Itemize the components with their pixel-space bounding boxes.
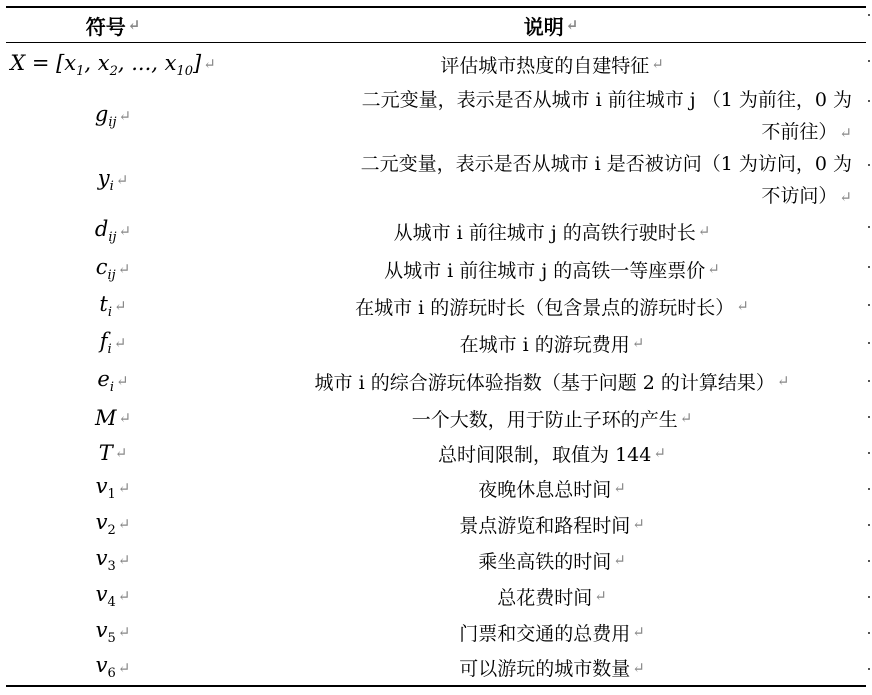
- symbol-cell: $f_i$ ↵: [99, 328, 127, 358]
- table-row: [6, 84, 866, 148]
- header-description: 说明 ↵: [523, 14, 579, 39]
- table-row: [6, 506, 866, 542]
- symbol-cell: $v_4$ ↵: [95, 581, 131, 611]
- table-header-rule: [6, 42, 866, 43]
- description-cell: 从城市 i 前往城市 j 的高铁一等座票价 ↵: [384, 259, 720, 282]
- table-row: [6, 542, 866, 578]
- margin-mark: [868, 60, 870, 62]
- description-cell: 在城市 i 的游玩费用 ↵: [459, 333, 645, 356]
- table-row: [6, 436, 866, 470]
- margin-mark: [868, 342, 870, 344]
- description-cell: 可以游玩的城市数量 ↵: [459, 658, 645, 680]
- table-row: [6, 148, 866, 212]
- margin-mark: [868, 164, 870, 166]
- table-row: [6, 324, 866, 362]
- symbol-cell: $v_1$ ↵: [95, 473, 131, 503]
- description-cell: 乘坐高铁的时间 ↵: [478, 550, 626, 573]
- description-cell: 城市 i 的综合游玩体验指数（基于问题 2 的计算结果） ↵: [314, 371, 790, 394]
- margin-mark: [868, 488, 870, 490]
- table-row: [6, 288, 866, 324]
- margin-mark: [868, 304, 870, 306]
- margin-mark: [868, 100, 870, 102]
- table-row: [6, 250, 866, 288]
- margin-mark: [868, 560, 870, 562]
- margin-mark: [868, 524, 870, 526]
- margin-mark: [868, 416, 870, 418]
- description-cell: 评估城市热度的自建特征 ↵: [440, 54, 664, 77]
- margin-mark: [868, 266, 870, 268]
- symbol-cell: $t_i$ ↵: [99, 291, 127, 321]
- symbol-cell: $v_3$ ↵: [95, 545, 131, 575]
- table-row: [6, 212, 866, 250]
- margin-mark: [868, 452, 870, 454]
- symbol-cell: $y_i$ ↵: [97, 165, 129, 195]
- description-cell: 夜晚休息总时间 ↵: [478, 478, 626, 501]
- description-cell: 二元变量，表示是否从城市 i 是否被访问（1 为访问，0 为 不访问） ↵: [360, 152, 852, 207]
- symbol-cell: $v_5$ ↵: [95, 617, 131, 647]
- description-cell: 门票和交通的总费用 ↵: [459, 622, 645, 645]
- description-cell: 总花费时间 ↵: [497, 586, 607, 609]
- symbol-cell: T ↵: [98, 441, 128, 465]
- symbol-cell: $d_{ij}$ ↵: [94, 216, 132, 246]
- symbol-cell: $v_6$ ↵: [95, 653, 131, 682]
- margin-mark: [868, 14, 870, 16]
- symbol-cell: $X = [x_1$, $x_2$, ..., $x_{10}$] ↵: [10, 51, 216, 80]
- description-cell: 一个大数，用于防止子环的产生 ↵: [411, 408, 693, 431]
- margin-mark: [868, 596, 870, 598]
- description-cell: 从城市 i 前往城市 j 的高铁行驶时长 ↵: [393, 221, 711, 244]
- symbol-cell: M ↵: [94, 406, 132, 430]
- description-cell: 二元变量，表示是否从城市 i 前往城市 j （1 为前往，0 为 不前往） ↵: [361, 88, 852, 143]
- table-row: [6, 614, 866, 650]
- table-row: [6, 362, 866, 400]
- margin-mark: [868, 226, 870, 228]
- margin-mark: [868, 632, 870, 634]
- description-cell: 总时间限制，取值为 144 ↵: [438, 443, 666, 466]
- right-margin-marks: [866, 0, 872, 695]
- symbol-cell: $c_{ij}$ ↵: [95, 254, 131, 284]
- table-row: [6, 400, 866, 436]
- table-row: [6, 578, 866, 614]
- table-row: [6, 45, 866, 83]
- symbol-cell: $e_i$ ↵: [97, 366, 129, 396]
- table-bottom-rule: [6, 685, 866, 687]
- header-symbol: 符号 ↵: [85, 14, 141, 39]
- description-cell: 在城市 i 的游玩时长（包含景点的游玩时长） ↵: [355, 296, 749, 319]
- table-row: [6, 650, 866, 685]
- margin-mark: [868, 380, 870, 382]
- symbol-cell: $g_{ij}$ ↵: [94, 101, 132, 131]
- table-row: [6, 470, 866, 506]
- description-cell: 景点游览和路程时间 ↵: [459, 514, 645, 537]
- margin-mark: [868, 668, 870, 670]
- symbol-cell: $v_2$ ↵: [95, 509, 131, 539]
